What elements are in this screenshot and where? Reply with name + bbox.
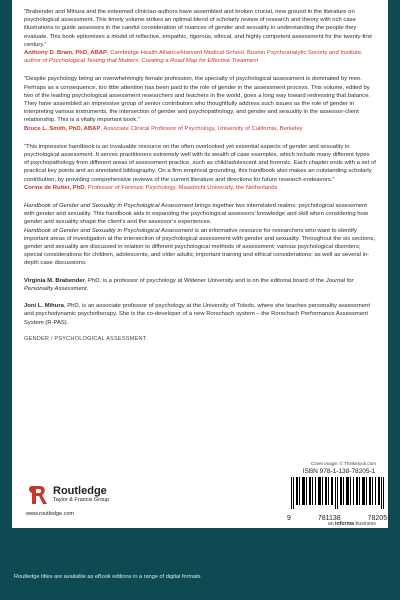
- author-name-1: Virginia M. Brabender: [24, 277, 85, 284]
- informa-prefix: an: [327, 521, 336, 527]
- isbn-barcode-block: [287, 468, 391, 522]
- author-bio-2: [24, 302, 376, 327]
- review-attribution-3: [24, 184, 376, 192]
- barcode-digits-right: 782051: [367, 515, 391, 522]
- review-attribution-2: [24, 125, 376, 133]
- description-text-2: is an informative resource for researchers who want to identify important areas of investigation at the intersection of psychological assessment with gender and sexuality. Throughout the six sections, gender and sexuality are discussed in relation to different psychological methods of assessment; various psychological disorders; special considerations for children, adolescents, and older adults; important training and ethical considerations; as well as several in-depth case discussions.: [24, 227, 376, 267]
- author-bio-end-1: .: [86, 285, 89, 292]
- description-text-1: brings together two interrelated realms: psychological assessment with gender and sexuality. This handbook aids in expanding the psychological assessors’ knowledge and skill when considering how gender and sexuality shape the client’s and the assessor’s experiences.: [24, 203, 369, 226]
- informa-suffix: business: [354, 521, 376, 527]
- routledge-logo-icon: [26, 484, 48, 506]
- reviewer-affiliation-3: , Professor of Forensic Psychology, Maastricht University, the Netherlands: [84, 184, 278, 191]
- review-quote-3: “This impressive handbook is an invaluable resource on the often overlooked yet essential aspects of gender and sexuality in psychological assessment. It serves practitioners extremely well with its wealth of case examples, which include many different types of psychopathology from different areas of assessment practice, such as child/adolescent and forensic. Each chapter ends with a set of practical key points and an annotated bibliography. On a firm empirical grounding, this handbook also makes an outstanding scholarly contribution, by providing comprehensive reviews of the current literature and directions for future research endeavors.”: [24, 143, 376, 183]
- review-quote-1: “Brabender and Mihura and the esteemed clinician-authors have assembled and broken crucial, new ground in the literature on psychological assessment. This timely volume strikes an optimal blend of scholarly review of research and theory with rich case illustrations to guide assessors in the careful consideration of nuances of gender and sexuality in understanding the people they evaluate. This book epitomizes a model of reflective, empathic, rigorous, ethical, and highly competent assessment for the twenty-first century.”: [24, 9, 372, 48]
- informa-business-mark: [328, 521, 376, 527]
- description-title-1: Handbook of Gender and Sexuality in Psychological Assessment: [24, 203, 194, 210]
- publisher-name: Routledge: [53, 485, 107, 497]
- author-bio-text-2: , PhD, is an associate professor of psychology at the University of Toledo, where she teaches personality assessment and psychodynamic psychotherapy. She is the co-developer of a new Rorschach system – the Rorschach Performance Assessment System (R-PAS).: [24, 303, 370, 326]
- ebook-availability-note: Routledge titles are available as eBook editions in a range of digital formats: [14, 574, 201, 580]
- reviewer-book-1: Psychological Testing that Matters: Creating a Road Map for Effective Treatment: [48, 58, 259, 65]
- author-name-2: Joni L. Mihura: [24, 303, 64, 310]
- review-attribution-1: [24, 49, 376, 65]
- book-description: [24, 202, 376, 268]
- barcode-digits-left: 781138: [317, 515, 341, 522]
- review-quote-2: “Despite psychology being an overwhelmingly female profession, the specialty of psychological assessment is dominated by men. Perhaps as a consequence, too little attention has been paid to the role of gender in the assessment process. This volume, edited by two of the leading psychological assessment researchers and teachers in the world, goes a long way toward redressing that balance. They have assembled an impressive group of senior contributors who thoughtfully address such issues as the role of gender in interpreting various instruments, the intersection of gender and psychopathology, and gender and sexuality in the assessor-client relationship. This is a vitally important book.”: [24, 76, 371, 124]
- author-bio-1: [24, 277, 376, 293]
- informa-brand: informa: [335, 521, 355, 527]
- reviewer-name-1: Anthony D. Bram, PhD, ABAP: [24, 50, 107, 57]
- publisher-url: www.routledge.com: [26, 511, 74, 517]
- author-bio-text-1: , PhD, is a professor of psychology at Widener University and is on the editorial board of the: [84, 277, 326, 284]
- subject-category: GENDER / PSYCHOLOGICAL ASSESSMENT: [24, 335, 147, 342]
- barcode-digit-first: 9: [287, 515, 291, 522]
- back-cover-panel: [12, 0, 391, 528]
- publisher-logo: [26, 484, 109, 506]
- reviewer-name-3: Corine de Ruiter, PhD: [24, 184, 85, 191]
- reviewer-affiliation-1: , Cambridge Health Alliance/Harvard Medical School, Boston Psychoanalytic Society and Institute, author of: [24, 50, 363, 65]
- barcode-icon: [287, 477, 391, 509]
- cover-image-credit: Cover image: © Thinkstock.com: [310, 461, 376, 466]
- reviewer-affiliation-2: , Associate Clinical Professor of Psychology, University of California, Berkeley: [100, 125, 303, 132]
- author-bio-journal-1: Journal for Personality Assessment: [24, 277, 354, 292]
- reviewer-name-2: Bruce L. Smith, PhD, ABAP: [24, 125, 101, 132]
- description-title-2: Handbook of Gender and Sexuality in Psychological Assessment: [24, 227, 194, 234]
- isbn-number: ISBN 978-1-138-78205-1: [302, 468, 376, 475]
- back-cover-text: [12, 0, 388, 342]
- publisher-group: Taylor & Francis Group: [53, 497, 110, 503]
